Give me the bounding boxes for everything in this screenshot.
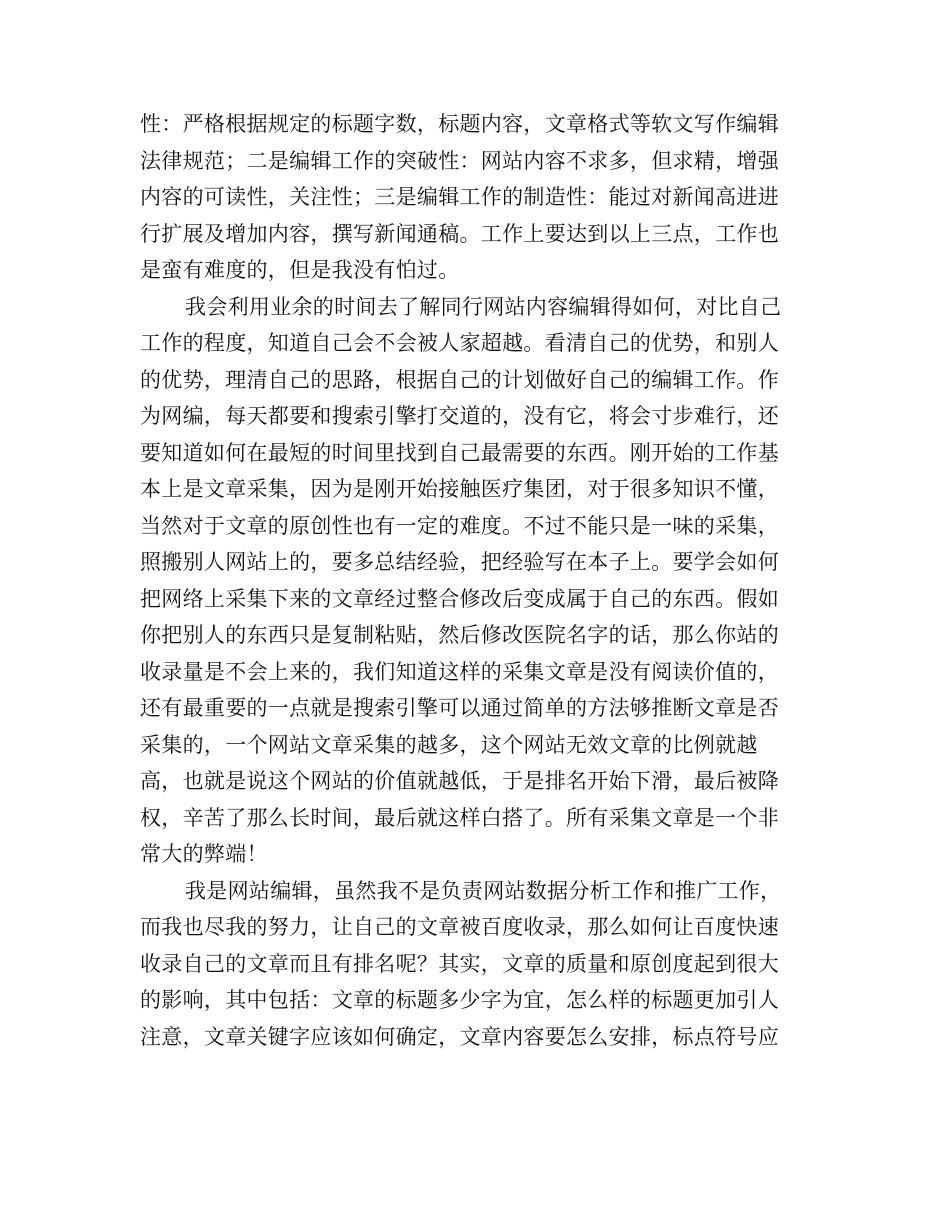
text-line: 性：严格根据规定的标题字数，标题内容，文章格式等软文写作编辑 <box>140 112 779 136</box>
text-line: 行扩展及增加内容，撰写新闻通稿。工作上要达到以上三点，工作也 <box>140 221 779 246</box>
text-line: 采集的，一个网站文章采集的越多，这个网站无效文章的比例就越 <box>140 732 758 757</box>
text-line: 常大的弊端！ <box>140 842 268 866</box>
text-line: 你把别人的东西只是复制粘贴，然后修改医院名字的话，那么你站的 <box>140 623 779 647</box>
text-line: 还有最重要的一点就是搜索引擎可以通过简单的方法够推断文章是否 <box>140 696 779 720</box>
text-line: 我是网站编辑，虽然我不是负责网站数据分析工作和推广工作， <box>185 878 782 903</box>
text-line: 收录自己的文章而且有排名呢？其实，文章的质量和原创度起到很大 <box>140 951 779 976</box>
text-line: 为网编，每天都要和搜索引擎打交道的，没有它，将会寸步难行，还 <box>140 404 779 428</box>
text-line: 把网络上采集下来的文章经过整合修改后变成属于自己的东西。假如 <box>140 586 779 611</box>
paragraph <box>140 106 800 289</box>
text-line: 是蛮有难度的，但是我没有怕过。 <box>140 258 460 282</box>
text-line: 内容的可读性，关注性；三是编辑工作的制造性：能过对新闻高进进 <box>140 185 779 209</box>
text-line: 工作的程度，知道自己会不会被人家超越。看清自己的优势，和别人 <box>140 331 779 355</box>
text-line: 高，也就是说这个网站的价值就越低，于是排名开始下滑，最后被降 <box>140 769 779 793</box>
text-line: 而我也尽我的努力，让自己的文章被百度收录，那么如何让百度快速 <box>140 915 779 939</box>
text-line: 照搬别人网站上的，要多总结经验，把经验写在本子上。要学会如何 <box>140 550 779 574</box>
text-line: 当然对于文章的原创性也有一定的难度。不过不能只是一味的采集， <box>140 513 779 538</box>
text-line: 我会利用业余的时间去了解同行网站内容编辑得如何，对比自己 <box>185 294 782 319</box>
text-line: 收录量是不会上来的，我们知道这样的采集文章是没有阅读价值的， <box>140 659 779 684</box>
text-line: 权，辛苦了那么长时间，最后就这样白搭了。所有采集文章是一个非 <box>140 805 779 830</box>
text-line: 要知道如何在最短的时间里找到自己最需要的东西。刚开始的工作基 <box>140 440 779 465</box>
document-body <box>140 106 800 1055</box>
text-line: 法律规范；二是编辑工作的突破性：网站内容不求多，但求精，增强 <box>140 148 779 173</box>
paragraph <box>140 289 800 873</box>
text-line: 的影响，其中包括：文章的标题多少字为宜，怎么样的标题更加引人 <box>140 988 779 1012</box>
text-line: 注意，文章关键字应该如何确定，文章内容要怎么安排，标点符号应 <box>140 1024 779 1049</box>
text-line: 本上是文章采集，因为是刚开始接触医疗集团，对于很多知识不懂， <box>140 477 779 501</box>
text-line: 的优势，理清自己的思路，根据自己的计划做好自己的编辑工作。作 <box>140 367 779 392</box>
paragraph <box>140 873 800 1056</box>
